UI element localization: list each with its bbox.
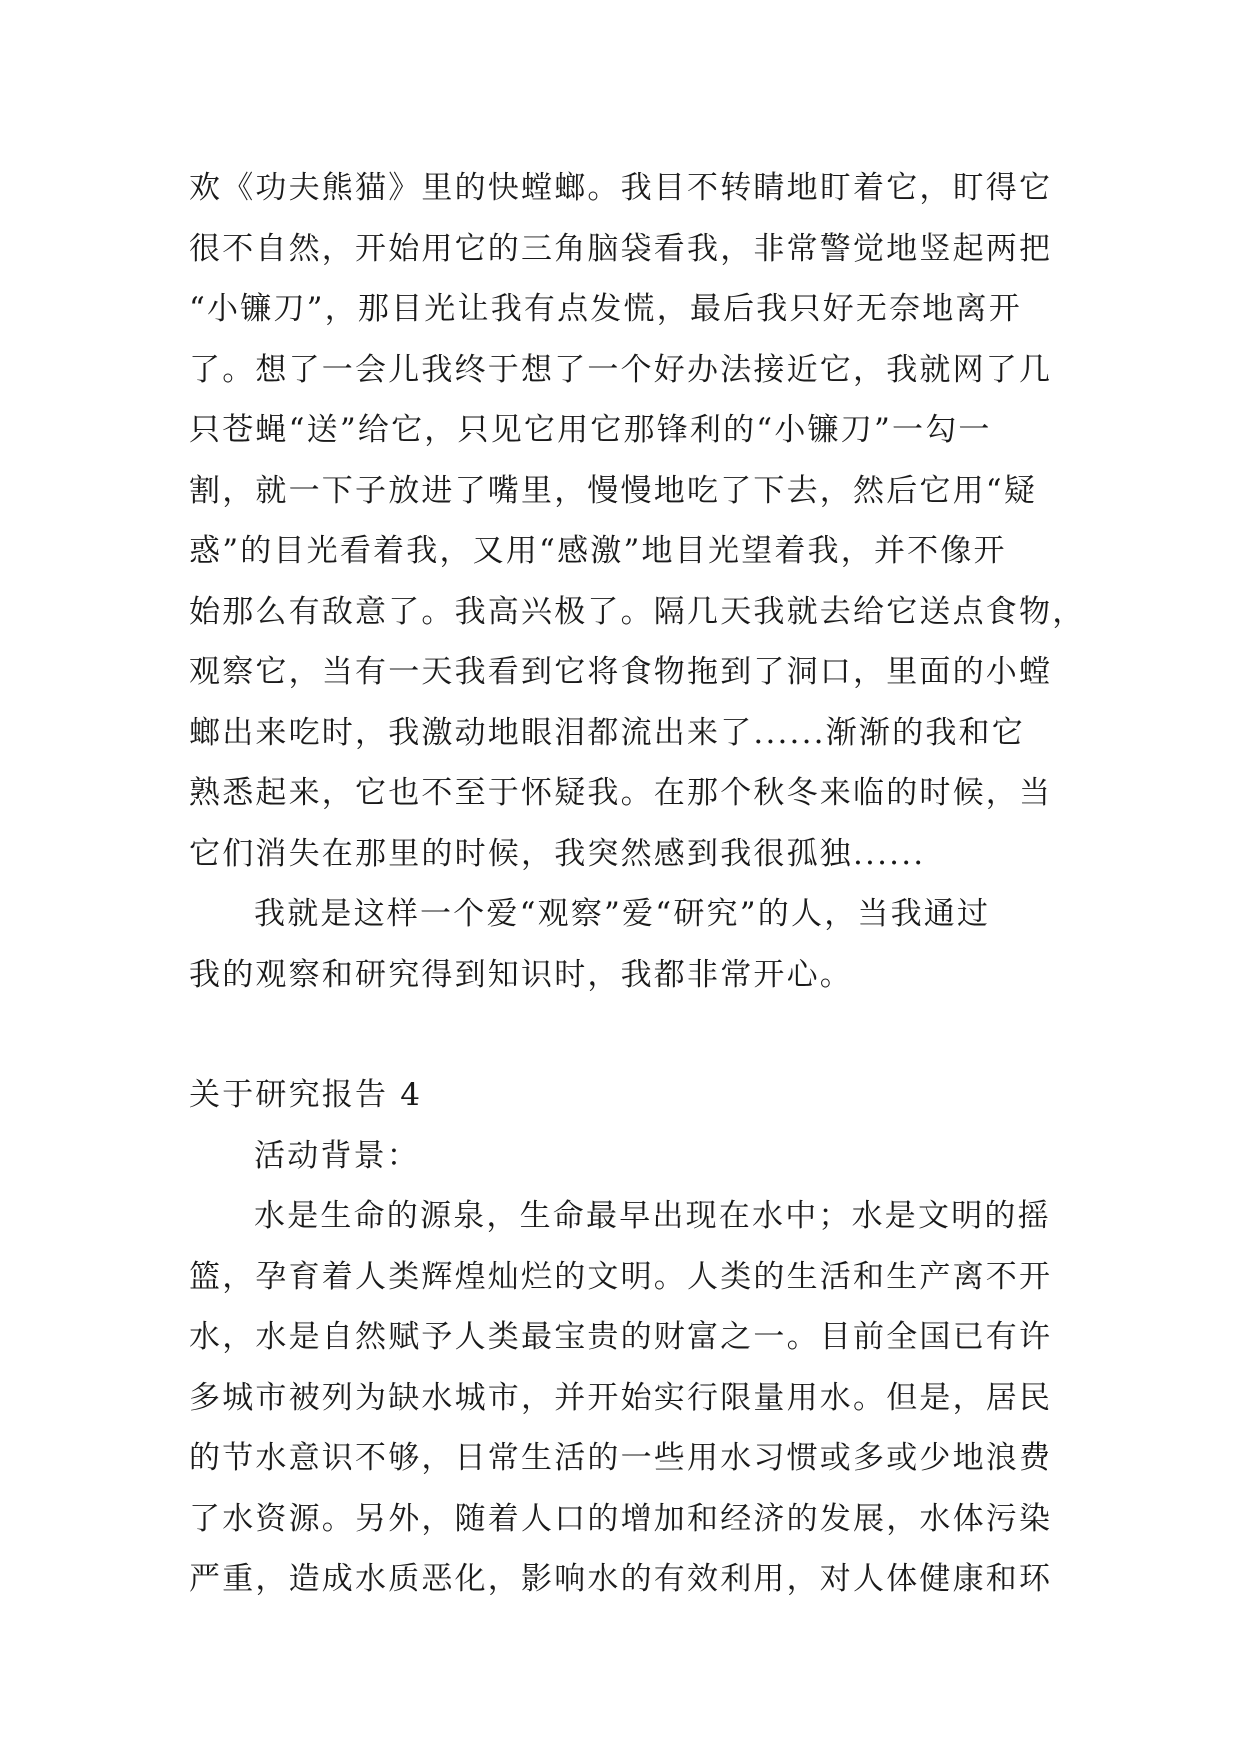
previous-essay-conclusion xyxy=(189,884,1059,1005)
text-line: 观察它，当有一天我看到它将食物拖到了洞口，里面的小螳 xyxy=(189,654,1053,690)
previous-essay-paragraph xyxy=(189,158,1086,884)
background-heading: 活动背景： xyxy=(254,1137,420,1174)
text-line: 水，水是自然赋予人类最宝贵的财富之一。目前全国已有许 xyxy=(189,1319,1053,1355)
text-line: 惑”的目光看着我，又用“感激”地目光望着我，并不像开 xyxy=(189,533,1007,569)
text-line: 严重，造成水质恶化，影响水的有效利用，对人体健康和环 xyxy=(189,1561,1053,1597)
text-line: 的节水意识不够，日常生活的一些用水习惯或多或少地浪费 xyxy=(189,1440,1053,1476)
text-line: 我就是这样一个爱“观察”爱“研究”的人，当我通过 xyxy=(254,896,991,932)
text-line: 始那么有敌意了。我高兴极了。隔几天我就去给它送点食物， xyxy=(189,593,1086,630)
document-body xyxy=(189,158,1086,1610)
text-line: 割，就一下子放进了嘴里，慢慢地吃了下去，然后它用“疑 xyxy=(189,472,1038,509)
text-line: 了水资源。另外，随着人口的增加和经济的发展，水体污染 xyxy=(189,1500,1053,1537)
text-line: 了。想了一会儿我终于想了一个好办法接近它，我就网了几 xyxy=(189,351,1053,388)
text-line: “小镰刀”，那目光让我有点发慌，最后我只好无奈地离开 xyxy=(189,291,1022,327)
section-spacer xyxy=(189,1005,1059,1065)
text-line: 只苍蝇“送”给它，只见它用它那锋利的“小镰刀”一勾一 xyxy=(189,412,992,448)
text-line: 水是生命的源泉，生命最早出现在水中；水是文明的摇 xyxy=(254,1198,1051,1234)
text-line: 螂出来吃时，我激动地眼泪都流出来了......渐渐的我和它 xyxy=(189,714,1025,751)
text-line: 多城市被列为缺水城市，并开始实行限量用水。但是，居民 xyxy=(189,1379,1053,1416)
text-line: 篮，孕育着人类辉煌灿烂的文明。人类的生活和生产离不开 xyxy=(189,1258,1053,1295)
text-line: 我的观察和研究得到知识时，我都非常开心。 xyxy=(189,956,853,993)
text-line: 它们消失在那里的时候，我突然感到我很孤独...... xyxy=(189,835,926,872)
section-title: 关于研究报告 4 xyxy=(189,1077,423,1113)
text-line: 熟悉起来，它也不至于怀疑我。在那个秋冬来临的时候，当 xyxy=(189,775,1053,811)
text-line: 很不自然，开始用它的三角脑袋看我，非常警觉地竖起两把 xyxy=(189,230,1053,267)
background-paragraph xyxy=(189,1186,1059,1610)
text-line: 欢《功夫熊猫》里的快螳螂。我目不转睛地盯着它，盯得它 xyxy=(189,170,1053,206)
